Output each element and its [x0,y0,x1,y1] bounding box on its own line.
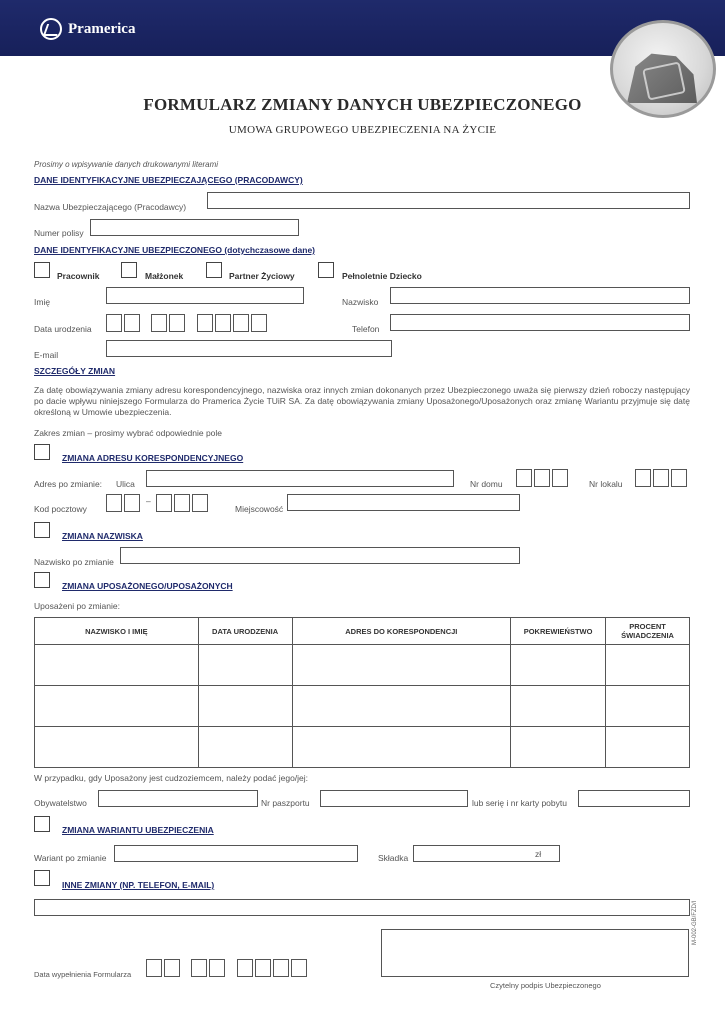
table-cell[interactable] [292,686,511,727]
table-cell[interactable] [198,645,292,686]
birth-date-label: Data urodzenia [34,324,92,334]
house-number-digit[interactable] [516,469,532,487]
table-header-row [35,618,690,645]
fill-date-digit[interactable] [291,959,307,977]
role-label-partner: Partner Życiowy [229,271,295,281]
last-name-label: Nazwisko [342,297,379,307]
print-note: Prosimy o wpisywanie danych drukowanymi literami [34,160,219,169]
beneficiary-change-checkbox[interactable] [34,572,50,588]
role-checkbox-employee[interactable] [34,262,50,278]
form-subtitle: UMOWA GRUPOWEGO UBEZPIECZENIA NA ŻYCIE [228,124,497,136]
table-row [35,686,690,727]
residence-card-field[interactable] [578,790,690,807]
policy-number-label: Numer polisy [34,228,84,238]
fill-date-digit[interactable] [237,959,253,977]
table-cell[interactable] [292,727,511,768]
fill-date-label: Data wypełnienia Formularza [34,970,132,979]
table-row [35,727,690,768]
email-field[interactable] [106,340,392,357]
flat-number-digit[interactable] [671,469,687,487]
address-change-heading: ZMIANA ADRESU KORESPONDENCYJNEGO [62,453,244,463]
column-header-percent: PROCENT ŚWIADCZENIA [606,618,690,645]
surname-after-label: Nazwisko po zmianie [34,557,114,567]
changes-heading: SZCZEGÓŁY ZMIAN [34,366,116,376]
phone-field[interactable] [390,314,690,331]
column-header-address: ADRES DO KORESPONDENCJI [292,618,511,645]
beneficiary-after-label: Uposażeni po zmianie: [34,601,120,611]
postal-code-digit[interactable] [124,494,140,512]
table-cell[interactable] [606,645,690,686]
insured-heading: DANE IDENTYFIKACYJNE UBEZPIECZONEGO (dotychczasowe dane) [34,245,316,255]
passport-field[interactable] [320,790,468,807]
birth-date-digit[interactable] [251,314,267,332]
street-label: Ulica [116,479,135,489]
house-number-digit[interactable] [534,469,550,487]
policy-number-field[interactable] [90,219,299,236]
surname-after-field[interactable] [120,547,520,564]
signature-field[interactable] [381,929,689,977]
brand-name: Pramerica [68,20,136,37]
premium-label: Składka [378,853,409,863]
signature-label: Czytelny podpis Ubezpieczonego [490,981,601,990]
table-cell[interactable] [198,727,292,768]
form-title: FORMULARZ ZMIANY DANYCH UBEZPIECZONEGO [143,95,582,114]
variant-after-label: Wariant po zmianie [34,853,107,863]
citizenship-field[interactable] [98,790,258,807]
scope-label: Zakres zmian – prosimy wybrać odpowiednie pole [34,428,223,438]
postal-code-digit[interactable] [192,494,208,512]
birth-date-digit[interactable] [215,314,231,332]
citizenship-label: Obywatelstwo [34,798,87,808]
passport-label: Nr paszportu [261,798,310,808]
birth-date-digit[interactable] [233,314,249,332]
employer-name-field[interactable] [207,192,690,209]
role-checkbox-adult-child[interactable] [318,262,334,278]
form-code: M-002-GB/FZD/I [692,900,698,945]
foreigner-note: W przypadku, gdy Uposażony jest cudzoziemcem, należy podać jego/jej: [34,773,309,783]
table-cell[interactable] [511,645,606,686]
birth-date-digit[interactable] [106,314,122,332]
employer-heading: DANE IDENTYFIKACYJNE UBEZPIECZAJĄCEGO (PRACODAWCY) [34,175,303,185]
other-changes-checkbox[interactable] [34,870,50,886]
email-label: E-mail [34,350,59,360]
postal-code-digit[interactable] [174,494,190,512]
role-checkbox-spouse[interactable] [121,262,137,278]
column-header-relationship: POKREWIEŃSTWO [511,618,606,645]
postal-code-digit[interactable] [156,494,172,512]
table-cell[interactable] [606,727,690,768]
employer-name-label: Nazwa Ubezpieczającego (Pracodawcy) [34,202,187,212]
first-name-field[interactable] [106,287,304,304]
role-checkbox-partner[interactable] [206,262,222,278]
table-row [35,645,690,686]
residence-card-label: lub serię i nr karty pobytu [472,798,567,808]
beneficiary-table [34,617,690,768]
city-label: Miejscowość [235,504,284,514]
postal-code-dash: – [146,496,151,506]
table-cell[interactable] [35,645,199,686]
address-change-checkbox[interactable] [34,444,50,460]
birth-date-digit[interactable] [151,314,167,332]
changes-paragraph: Za datę obowiązywania zmiany adresu korespondencyjnego, nazwiska oraz innych zmian dokonanych przez Ubezpieczonego uważa się pierwszy dzień roboczy następujący po dacie wpływu niniejszego Formularza do Pramerica Życie TUiR SA. Za datę obowiązywania zmiany Uposażonego/Uposażonych oraz zmianę Wariantu przyjmuje się datę określoną w Umowie ubezpieczenia. [34,385,690,417]
role-label-employee: Pracownik [57,271,100,281]
table-cell[interactable] [292,645,511,686]
fill-date-digit[interactable] [273,959,289,977]
flat-number-label: Nr lokalu [589,479,623,489]
fill-date-digit[interactable] [164,959,180,977]
city-field[interactable] [287,494,520,511]
birth-date-digit[interactable] [124,314,140,332]
variant-change-checkbox[interactable] [34,816,50,832]
address-after-label: Adres po zmianie: [34,479,103,489]
variant-change-heading: ZMIANA WARIANTU UBEZPIECZENIA [62,825,214,835]
table-cell[interactable] [35,727,199,768]
role-label-spouse: Małżonek [145,271,184,281]
surname-change-checkbox[interactable] [34,522,50,538]
fill-date-digit[interactable] [191,959,207,977]
last-name-field[interactable] [390,287,690,304]
table-cell[interactable] [35,686,199,727]
birth-date-digit[interactable] [169,314,185,332]
phone-label: Telefon [352,324,380,334]
table-cell[interactable] [606,686,690,727]
table-cell[interactable] [198,686,292,727]
brand-logo [40,18,135,40]
other-changes-field[interactable] [34,899,690,916]
birth-date-digit[interactable] [197,314,213,332]
table-cell[interactable] [511,686,606,727]
street-field[interactable] [146,470,454,487]
surname-change-heading: ZMIANA NAZWISKA [62,531,143,541]
flat-number-digit[interactable] [635,469,651,487]
house-number-digit[interactable] [552,469,568,487]
column-header-name: NAZWISKO I IMIĘ [35,618,199,645]
beneficiary-change-heading: ZMIANA UPOSAŻONEGO/UPOSAŻONYCH [62,581,233,591]
table-cell[interactable] [511,727,606,768]
flat-number-digit[interactable] [653,469,669,487]
column-header-birth-date: DATA URODZENIA [198,618,292,645]
variant-after-field[interactable] [114,845,358,862]
premium-currency: zł [535,849,542,859]
house-number-label: Nr domu [470,479,503,489]
rock-logo-icon [40,18,62,40]
other-changes-heading: INNE ZMIANY (NP. TELEFON, E-MAIL) [62,880,215,890]
postal-code-digit[interactable] [106,494,122,512]
fill-date-digit[interactable] [146,959,162,977]
fill-date-digit[interactable] [255,959,271,977]
postal-code-label: Kod pocztowy [34,504,87,514]
fill-date-digit[interactable] [209,959,225,977]
first-name-label: Imię [34,297,51,307]
role-label-adult-child: Pełnoletnie Dziecko [342,271,422,281]
